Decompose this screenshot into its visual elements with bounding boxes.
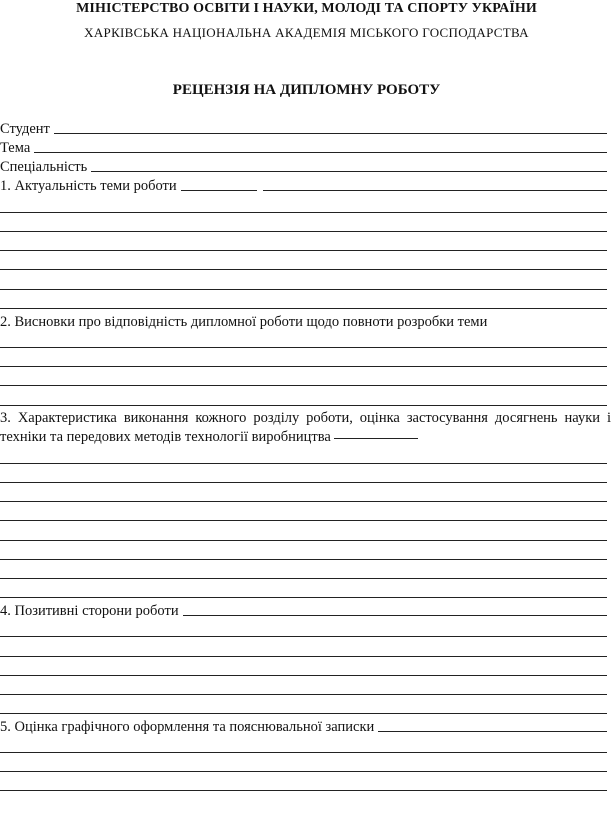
- section-5-answer-line[interactable]: [0, 790, 607, 791]
- section-4-heading: [0, 600, 607, 619]
- section-4-answer-line[interactable]: [0, 675, 607, 676]
- section-5-blank-line[interactable]: [378, 730, 607, 732]
- section-2-answer-line[interactable]: [0, 385, 607, 386]
- section-3-short-blank[interactable]: [334, 437, 418, 439]
- section-2-heading: [0, 311, 607, 330]
- section-1-answer-line[interactable]: [0, 212, 607, 213]
- student-blank-line[interactable]: [54, 132, 607, 134]
- section-1-blank-line[interactable]: [263, 189, 607, 191]
- section-3-answer-line[interactable]: [0, 597, 607, 598]
- section-2-label: 2. Висновки про відповідність дипломної роботи щодо повноти розробки теми: [0, 314, 488, 330]
- section-4-answer-line[interactable]: [0, 694, 607, 695]
- section-1-answer-line[interactable]: [0, 308, 607, 309]
- specialty-label: Спеціальність: [0, 159, 88, 175]
- section-3-heading: [0, 409, 611, 447]
- section-1-answer-line[interactable]: [0, 231, 607, 232]
- section-3-answer-line[interactable]: [0, 463, 607, 464]
- section-1-answer-line[interactable]: [0, 250, 607, 251]
- ministry-header: МІНІСТЕРСТВО ОСВІТИ І НАУКИ, МОЛОДІ ТА СПОРТУ УКРАЇНИ: [76, 1, 537, 16]
- academy-header: ХАРКІВСЬКА НАЦІОНАЛЬНА АКАДЕМІЯ МІСЬКОГО ГОСПОДАРСТВА: [84, 25, 529, 40]
- section-4-answer-line[interactable]: [0, 636, 607, 637]
- section-1-label: 1. Актуальність теми роботи: [0, 178, 177, 194]
- section-5-answer-line[interactable]: [0, 752, 607, 753]
- section-4-answer-line[interactable]: [0, 656, 607, 657]
- specialty-blank-line[interactable]: [91, 170, 607, 172]
- section-4-blank-line[interactable]: [183, 614, 607, 616]
- topic-label: Тема: [0, 140, 31, 156]
- section-3-answer-line[interactable]: [0, 578, 607, 579]
- section-4-answer-line[interactable]: [0, 713, 607, 714]
- topic-field[interactable]: [0, 137, 607, 156]
- section-5-label: 5. Оцінка графічного оформлення та пояснювальної записки: [0, 719, 375, 735]
- section-4-label: 4. Позитивні сторони роботи: [0, 603, 179, 619]
- section-5-answer-line[interactable]: [0, 771, 607, 772]
- student-label: Студент: [0, 121, 50, 137]
- section-5-heading: [0, 716, 607, 735]
- section-3-answer-line[interactable]: [0, 559, 607, 560]
- section-1-answer-line[interactable]: [0, 269, 607, 270]
- section-1-answer-line[interactable]: [0, 289, 607, 290]
- section-3-answer-line[interactable]: [0, 520, 607, 521]
- section-3-answer-line[interactable]: [0, 540, 607, 541]
- specialty-field[interactable]: [0, 156, 607, 175]
- section-2-answer-line[interactable]: [0, 366, 607, 367]
- topic-blank-line[interactable]: [34, 151, 607, 153]
- student-field[interactable]: [0, 118, 607, 137]
- section-1-short-blank[interactable]: [181, 189, 257, 191]
- section-3-answer-line[interactable]: [0, 482, 607, 483]
- section-2-answer-line[interactable]: [0, 347, 607, 348]
- document-title: РЕЦЕНЗІЯ НА ДИПЛОМНУ РОБОТУ: [172, 82, 441, 98]
- section-3-label: 3. Характеристика виконання кожного розділу роботи, оцінка застосування досягнень науки і техніки та передових методів технології виробництва: [0, 410, 611, 445]
- section-1-heading: [0, 175, 607, 194]
- section-2-answer-line[interactable]: [0, 405, 607, 406]
- section-3-answer-line[interactable]: [0, 501, 607, 502]
